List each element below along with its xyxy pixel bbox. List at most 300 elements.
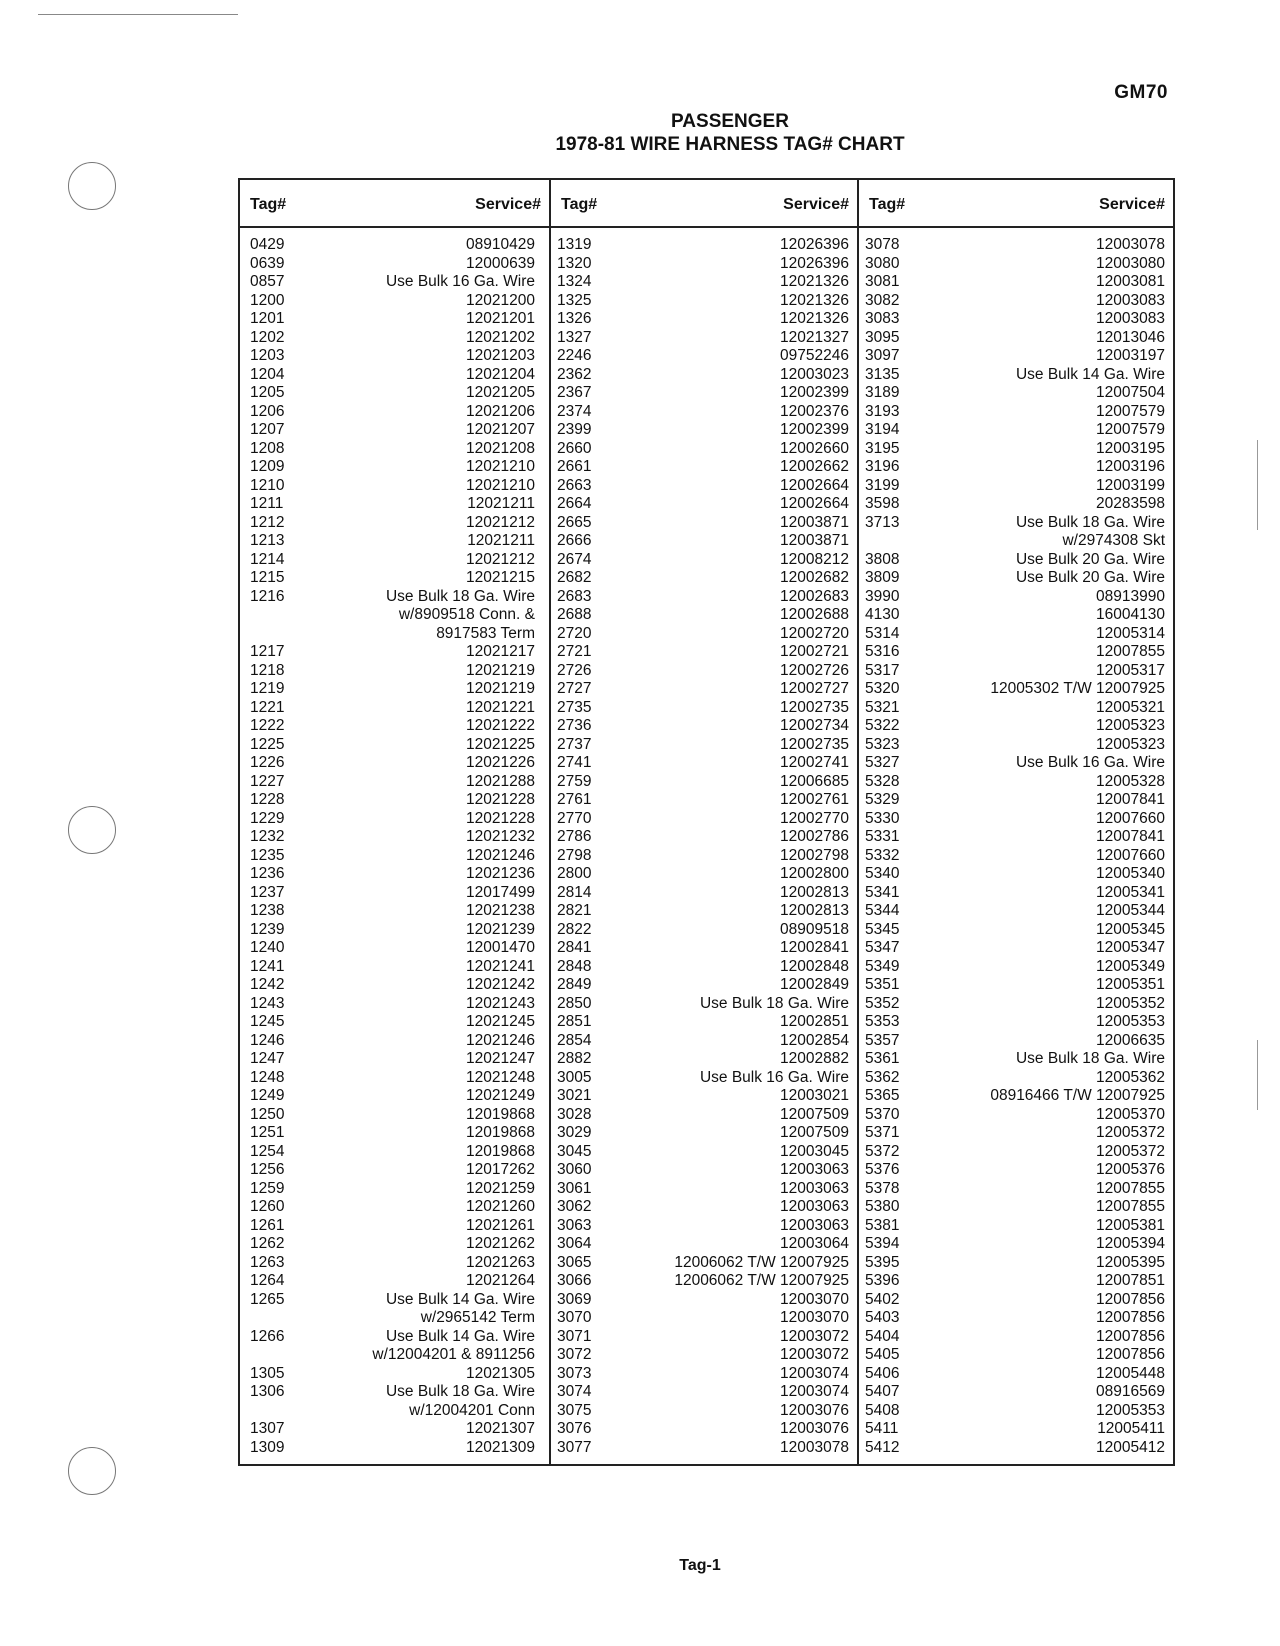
tag-number: 5341 — [865, 883, 900, 901]
tag-number: 2850 — [557, 994, 592, 1012]
table-row — [859, 292, 1173, 311]
table-row — [240, 532, 549, 551]
tag-number: 2800 — [557, 865, 592, 882]
table-row — [859, 569, 1173, 588]
tag-number: 2822 — [557, 920, 592, 938]
service-number: 12005321 — [1096, 698, 1165, 716]
rows-column-1 — [240, 228, 549, 1457]
service-number: 12021327 — [780, 328, 849, 346]
service-number: 12021215 — [466, 569, 535, 586]
service-number: 12002798 — [780, 846, 849, 864]
service-number: 12002786 — [780, 828, 849, 845]
service-number: 12021219 — [466, 680, 535, 697]
service-number: 12017499 — [466, 883, 535, 901]
tag-number: 3199 — [865, 476, 900, 494]
tag-number: 1217 — [250, 643, 285, 660]
table-row — [240, 384, 549, 403]
tag-number — [859, 532, 921, 551]
service-number: 12005314 — [1096, 624, 1165, 642]
tag-number: 3095 — [865, 328, 900, 346]
tag-number: 1241 — [250, 957, 285, 975]
service-number: 09752246 — [780, 347, 849, 364]
table-row — [551, 791, 857, 810]
table-row — [240, 699, 549, 718]
service-number: 12021326 — [780, 273, 849, 290]
service-number: 12005362 — [1096, 1068, 1165, 1086]
tag-number: 1256 — [250, 1161, 285, 1178]
tag-number: 3097 — [865, 347, 900, 364]
tag-number: 2848 — [557, 957, 592, 975]
service-number: 12021309 — [466, 1438, 535, 1456]
tag-number: 2737 — [557, 735, 592, 753]
tag-number: 1251 — [250, 1124, 285, 1141]
table-row — [859, 939, 1173, 958]
table-row — [859, 1143, 1173, 1162]
table-row — [859, 662, 1173, 681]
service-number: 12005353 — [1096, 1401, 1165, 1419]
tag-number: 1212 — [250, 513, 285, 531]
table-row — [859, 551, 1173, 570]
table-row — [240, 1180, 549, 1199]
table-row — [551, 255, 857, 274]
table-row — [859, 1124, 1173, 1143]
tag-number: 5321 — [865, 698, 900, 716]
tag-number: 2741 — [557, 754, 592, 771]
table-row — [551, 1050, 857, 1069]
table-row — [551, 1161, 857, 1180]
tag-header: Tag# — [869, 196, 906, 213]
tag-number: 5317 — [865, 661, 900, 679]
service-number: 12021204 — [466, 365, 535, 383]
tag-number: 2246 — [557, 347, 592, 364]
table-row — [240, 1106, 549, 1125]
table-row — [551, 976, 857, 995]
tag-number: 3808 — [865, 550, 900, 568]
tag-number: 2727 — [557, 680, 592, 697]
table-row — [551, 1106, 857, 1125]
tag-number: 5376 — [865, 1161, 900, 1178]
service-number: 12003197 — [1096, 347, 1165, 364]
scan-edge-line — [38, 14, 238, 15]
table-row — [551, 865, 857, 884]
table-row — [859, 1328, 1173, 1347]
tag-number: 1206 — [250, 402, 285, 420]
column-header — [551, 180, 857, 228]
service-number: 12002399 — [780, 421, 849, 438]
service-number: 12021207 — [466, 421, 535, 438]
tag-number: 5323 — [865, 735, 900, 753]
table-row — [551, 236, 857, 255]
table-row — [240, 347, 549, 366]
service-number: 12005328 — [1096, 772, 1165, 790]
tag-number: 5371 — [865, 1124, 900, 1141]
tag-number: 2661 — [557, 458, 592, 475]
tag-number: 5344 — [865, 902, 900, 919]
table-row — [859, 884, 1173, 903]
service-number: 12006685 — [780, 772, 849, 790]
table-row — [859, 329, 1173, 348]
tag-number: 1215 — [250, 569, 285, 586]
service-number: 12021206 — [466, 402, 535, 420]
table-row — [551, 329, 857, 348]
service-number: 12021200 — [466, 291, 535, 309]
table-row — [240, 366, 549, 385]
service-number: 12021305 — [466, 1364, 535, 1382]
service-number: 12021238 — [466, 902, 535, 919]
service-number: 12005411 — [1097, 1420, 1165, 1437]
service-number: 12021205 — [466, 384, 535, 401]
tag-number: 1240 — [250, 939, 285, 956]
service-number: 12021246 — [466, 1031, 535, 1049]
service-number: 12003871 — [780, 532, 849, 549]
service-number: 12005323 — [1096, 735, 1165, 753]
table-row — [859, 1161, 1173, 1180]
tag-number: 3077 — [557, 1438, 592, 1456]
table-row — [240, 847, 549, 866]
service-number: 12021226 — [466, 754, 535, 771]
tag-number: 3990 — [865, 587, 900, 605]
service-number: 12021236 — [466, 865, 535, 882]
tag-number: 3713 — [865, 513, 900, 531]
tag-number: 1208 — [250, 439, 285, 457]
service-number: 12003063 — [780, 1198, 849, 1215]
table-row — [240, 939, 549, 958]
service-number: 12021263 — [466, 1253, 535, 1271]
tag-number: 2664 — [557, 495, 592, 512]
table-row — [240, 1328, 549, 1347]
service-number: 12002854 — [780, 1031, 849, 1049]
tag-number: 2362 — [557, 365, 592, 383]
service-number: 12007851 — [1096, 1272, 1165, 1289]
tag-number: 3064 — [557, 1235, 592, 1252]
tag-number: 1260 — [250, 1198, 285, 1215]
table-row — [859, 1069, 1173, 1088]
table-row — [551, 1272, 857, 1291]
table-row — [551, 884, 857, 903]
service-number: 12005344 — [1096, 902, 1165, 919]
tag-number: 0857 — [250, 273, 285, 290]
tag-number: 1227 — [250, 772, 285, 790]
service-number: 12003195 — [1096, 439, 1165, 457]
service-number: 12006635 — [1096, 1031, 1165, 1049]
table-row — [240, 310, 549, 329]
service-number: 12021246 — [466, 846, 535, 864]
table-row — [240, 440, 549, 459]
tag-number: 3083 — [865, 310, 900, 327]
tag-number: 1218 — [250, 661, 285, 679]
table-row — [859, 976, 1173, 995]
service-number: 12003070 — [780, 1309, 849, 1326]
table-row — [859, 347, 1173, 366]
table-row — [240, 1402, 549, 1421]
table-row — [859, 1254, 1173, 1273]
service-number: 12007841 — [1096, 791, 1165, 808]
service-number: 12003083 — [1096, 291, 1165, 309]
binder-hole-top — [68, 162, 116, 210]
service-number: w/8909518 Conn. & — [398, 606, 535, 623]
tag-number: 5320 — [865, 680, 900, 697]
table-row — [240, 477, 549, 496]
title-line-2: 1978-81 WIRE HARNESS TAG# CHART — [555, 134, 905, 155]
table-row — [859, 1087, 1173, 1106]
table-row — [551, 1328, 857, 1347]
table-row — [859, 384, 1173, 403]
tag-number: 1210 — [250, 476, 285, 494]
table-row — [240, 884, 549, 903]
service-number: Use Bulk 14 Ga. Wire — [385, 1327, 535, 1345]
service-number: 12021211 — [467, 495, 535, 512]
tag-number: 2759 — [557, 772, 592, 790]
service-number: 12003072 — [780, 1346, 849, 1363]
page-title — [440, 110, 1020, 156]
service-number: 12003074 — [780, 1364, 849, 1382]
table-row — [551, 1291, 857, 1310]
table-row — [240, 421, 549, 440]
scan-edge-mark — [1257, 1040, 1258, 1110]
service-number: 12026396 — [780, 254, 849, 272]
table-row — [240, 810, 549, 829]
tag-number: 1236 — [250, 865, 285, 882]
tag-chart-table — [238, 178, 1175, 1466]
service-header: Service# — [1099, 196, 1165, 213]
table-row — [859, 1032, 1173, 1051]
table-row — [859, 902, 1173, 921]
table-row — [551, 421, 857, 440]
table-row — [551, 1180, 857, 1199]
tag-number: 1221 — [250, 698, 285, 716]
service-number: 12021262 — [466, 1235, 535, 1252]
tag-number: 5351 — [865, 976, 900, 993]
table-row — [551, 1420, 857, 1439]
service-number: 12017262 — [466, 1161, 535, 1178]
table-row — [551, 810, 857, 829]
tag-number — [240, 1346, 302, 1365]
tag-number: 3598 — [865, 495, 900, 512]
table-row — [551, 1254, 857, 1273]
service-number: 12006062 T/W 12007925 — [674, 1253, 849, 1271]
table-row — [551, 366, 857, 385]
tag-number: 3028 — [557, 1105, 592, 1123]
tag-number: 3080 — [865, 254, 900, 272]
service-number: 12003076 — [780, 1401, 849, 1419]
tag-number: 4130 — [865, 606, 900, 623]
service-number: 12003871 — [780, 513, 849, 531]
tag-number: 2761 — [557, 791, 592, 808]
tag-number: 2682 — [557, 569, 592, 586]
table-row — [859, 588, 1173, 607]
tag-number: 1205 — [250, 384, 285, 401]
service-number: Use Bulk 18 Ga. Wire — [1015, 513, 1165, 531]
column-header — [859, 180, 1173, 228]
service-number: 12005448 — [1096, 1364, 1165, 1382]
service-number: 12005370 — [1096, 1105, 1165, 1123]
table-row — [551, 310, 857, 329]
table-row — [859, 921, 1173, 940]
tag-number: 2721 — [557, 643, 592, 660]
table-row — [551, 699, 857, 718]
tag-number: 1204 — [250, 365, 285, 383]
tag-number: 3045 — [557, 1142, 592, 1160]
tag-number: 1213 — [250, 532, 285, 549]
service-header: Service# — [475, 196, 541, 213]
tag-number: 1262 — [250, 1235, 285, 1252]
table-row — [551, 347, 857, 366]
service-number: 08909518 — [780, 920, 849, 938]
service-number: 12021243 — [466, 994, 535, 1012]
service-number: 12002841 — [780, 939, 849, 956]
service-number: 12007509 — [780, 1105, 849, 1123]
service-number: 12005347 — [1096, 939, 1165, 956]
table-row — [859, 477, 1173, 496]
tag-number: 5404 — [865, 1327, 900, 1345]
tag-number: 1261 — [250, 1216, 285, 1234]
tag-number: 1242 — [250, 976, 285, 993]
service-number: 12003045 — [780, 1142, 849, 1160]
service-number: 12021221 — [466, 698, 535, 716]
service-number: 12003070 — [780, 1290, 849, 1308]
service-number: 12002376 — [780, 402, 849, 420]
table-row — [240, 292, 549, 311]
tag-header: Tag# — [561, 196, 598, 213]
service-number: 12005395 — [1096, 1253, 1165, 1271]
service-number: w/12004201 & 8911256 — [372, 1346, 535, 1363]
tag-number: 1264 — [250, 1272, 285, 1289]
service-number: 12003078 — [1096, 236, 1165, 253]
table-row — [240, 1235, 549, 1254]
tag-number: 5380 — [865, 1198, 900, 1215]
tag-number: 5330 — [865, 809, 900, 827]
table-row — [551, 1143, 857, 1162]
table-row — [551, 754, 857, 773]
tag-number: 2814 — [557, 883, 592, 901]
service-number: 12021241 — [466, 957, 535, 975]
service-number: 12021259 — [466, 1179, 535, 1197]
table-row — [240, 273, 549, 292]
tag-number: 3193 — [865, 402, 900, 420]
service-number: 12007660 — [1096, 809, 1165, 827]
service-number: 12000639 — [466, 254, 535, 272]
tag-number: 5403 — [865, 1309, 900, 1326]
service-number: 12002683 — [780, 587, 849, 605]
tag-number: 2374 — [557, 402, 592, 420]
table-row — [240, 606, 549, 625]
service-number: 12002813 — [780, 902, 849, 919]
tag-number: 3073 — [557, 1364, 592, 1382]
tag-number: 3071 — [557, 1327, 592, 1345]
tag-number: 5327 — [865, 754, 900, 771]
service-number: 12021239 — [466, 920, 535, 938]
service-number: 12002727 — [780, 680, 849, 697]
tag-number: 1202 — [250, 328, 285, 346]
tag-header: Tag# — [250, 196, 287, 213]
service-number: 8917583 Term — [436, 624, 535, 642]
service-number: 12003063 — [780, 1161, 849, 1178]
table-row — [240, 1309, 549, 1328]
service-number: 12021260 — [466, 1198, 535, 1215]
service-number: 12005349 — [1096, 957, 1165, 975]
table-row — [859, 1291, 1173, 1310]
table-row — [240, 625, 549, 644]
tag-number: 5352 — [865, 994, 900, 1012]
tag-number: 2660 — [557, 439, 592, 457]
tag-number: 5357 — [865, 1031, 900, 1049]
table-row — [551, 717, 857, 736]
table-row — [859, 532, 1173, 551]
tag-number: 2367 — [557, 384, 592, 401]
table-row — [859, 1272, 1173, 1291]
service-number: 12013046 — [1096, 328, 1165, 346]
table-row — [859, 421, 1173, 440]
table-row — [240, 828, 549, 847]
tag-number: 1327 — [557, 328, 592, 346]
table-row — [859, 1420, 1173, 1439]
table-row — [551, 662, 857, 681]
table-row — [240, 1161, 549, 1180]
table-row — [859, 754, 1173, 773]
tag-number: 2841 — [557, 939, 592, 956]
service-number: 12002721 — [780, 643, 849, 660]
table-row — [859, 403, 1173, 422]
tag-number: 5378 — [865, 1179, 900, 1197]
tag-number — [240, 1402, 302, 1421]
tag-number: 5322 — [865, 717, 900, 734]
tag-number: 0429 — [250, 236, 285, 253]
service-number: 12021208 — [466, 439, 535, 457]
service-number: Use Bulk 16 Ga. Wire — [1015, 754, 1165, 771]
table-row — [551, 1217, 857, 1236]
tag-number: 5329 — [865, 791, 900, 808]
tag-number: 5331 — [865, 828, 900, 845]
service-number: 12005351 — [1096, 976, 1165, 993]
tag-number: 5365 — [865, 1087, 900, 1104]
tag-number: 1263 — [250, 1253, 285, 1271]
table-row — [551, 514, 857, 533]
tag-number: 1219 — [250, 680, 285, 697]
table-row — [240, 1032, 549, 1051]
service-number: Use Bulk 18 Ga. Wire — [1015, 1050, 1165, 1067]
tag-number: 1229 — [250, 809, 285, 827]
service-number: 12005394 — [1096, 1235, 1165, 1252]
tag-number: 3021 — [557, 1087, 592, 1104]
tag-number: 5345 — [865, 920, 900, 938]
table-row — [551, 551, 857, 570]
service-number: Use Bulk 16 Ga. Wire — [385, 273, 535, 290]
table-row — [240, 1383, 549, 1402]
table-row — [859, 440, 1173, 459]
tag-number: 5370 — [865, 1105, 900, 1123]
table-row — [240, 255, 549, 274]
table-row — [859, 1383, 1173, 1402]
service-number: Use Bulk 18 Ga. Wire — [385, 1383, 535, 1400]
tag-number: 2851 — [557, 1013, 592, 1030]
service-number: 12002682 — [780, 569, 849, 586]
service-number: 12006062 T/W 12007925 — [674, 1272, 849, 1289]
service-number: 12021288 — [466, 772, 535, 790]
tag-number: 5396 — [865, 1272, 900, 1289]
service-number: 16004130 — [1096, 606, 1165, 623]
service-number: w/12004201 Conn — [409, 1401, 535, 1419]
table-row — [240, 865, 549, 884]
tag-number: 1209 — [250, 458, 285, 475]
table-row — [240, 458, 549, 477]
tag-number — [240, 625, 302, 644]
table-row — [859, 255, 1173, 274]
service-number: 12002848 — [780, 957, 849, 975]
tag-number: 2735 — [557, 698, 592, 716]
table-row — [240, 1291, 549, 1310]
tag-number: 3082 — [865, 291, 900, 309]
service-number: 12005345 — [1096, 920, 1165, 938]
